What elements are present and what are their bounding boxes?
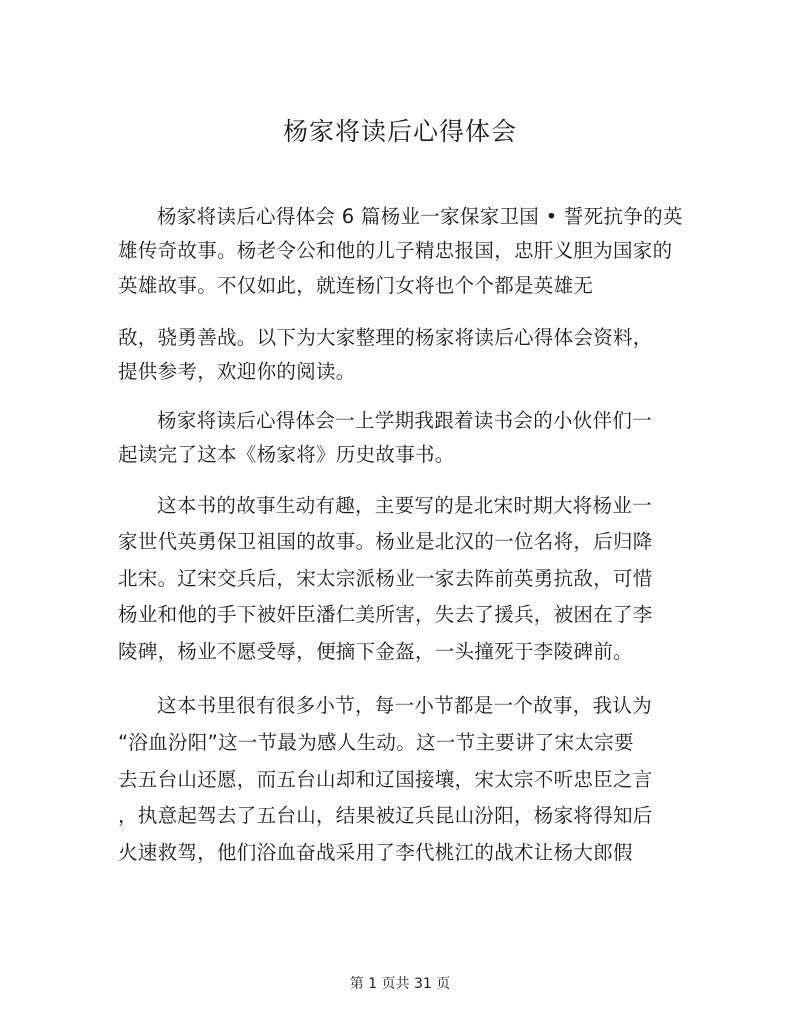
page-title: 杨家将读后心得体会 [282,117,517,146]
paragraph-line: 这本书里很有很多小节，每一小节都是一个故事，我认为 [157,694,653,717]
paragraph-line: 雄传奇故事。杨老令公和他的儿子精忠报国，忠肝义胆为国家的 [118,239,673,262]
paragraph-line: 陵碑，杨业不愿受辱，便摘下金盔，一头撞死于李陵碑前。 [118,640,633,663]
paragraph-line: 去五台山还愿，而五台山却和辽国接壤，宋太宗不听忠臣之言 [118,768,653,791]
paragraph-line: 杨业和他的手下被奸臣潘仁美所害，失去了援兵，被困在了李 [118,603,653,626]
paragraph-line: 敌，骁勇善战。以下为大家整理的杨家将读后心得体会资料， [118,326,653,349]
paragraph-line: 杨家将读后心得体会一上学期我跟着读书会的小伙伴们一 [157,409,653,432]
page-footer: 第 1 页共 31 页 [349,976,451,992]
paragraph-line: 这本书的故事生动有趣，主要写的是北宋时期大将杨业一 [157,494,653,517]
paragraph-line: 起读完了这本《杨家将》历史故事书。 [118,443,455,466]
paragraph-line: 火速救驾，他们浴血奋战采用了李代桃江的战术让杨大郎假 [118,841,633,864]
paragraph-line: 提供参考，欢迎你的阅读。 [118,360,356,383]
paragraph-line: “浴血汾阳”这一节最为感人生动。这一节主要讲了宋太宗要 [118,731,634,754]
paragraph-line: 家世代英勇保卫祖国的故事。杨业是北汉的一位名将，后归降 [118,530,653,553]
paragraph-line: ，执意起驾去了五台山，结果被辽兵昆山汾阳，杨家将得知后 [118,804,653,827]
paragraph-line: 杨家将读后心得体会 6 篇杨业一家保家卫国 • 誓死抗争的英 [157,205,683,228]
paragraph-line: 英雄故事。不仅如此，就连杨门女将也个个都是英雄无 [118,274,594,297]
paragraph-line: 北宋。辽宋交兵后，宋太宗派杨业一家去阵前英勇抗敌，可惜 [118,567,653,590]
